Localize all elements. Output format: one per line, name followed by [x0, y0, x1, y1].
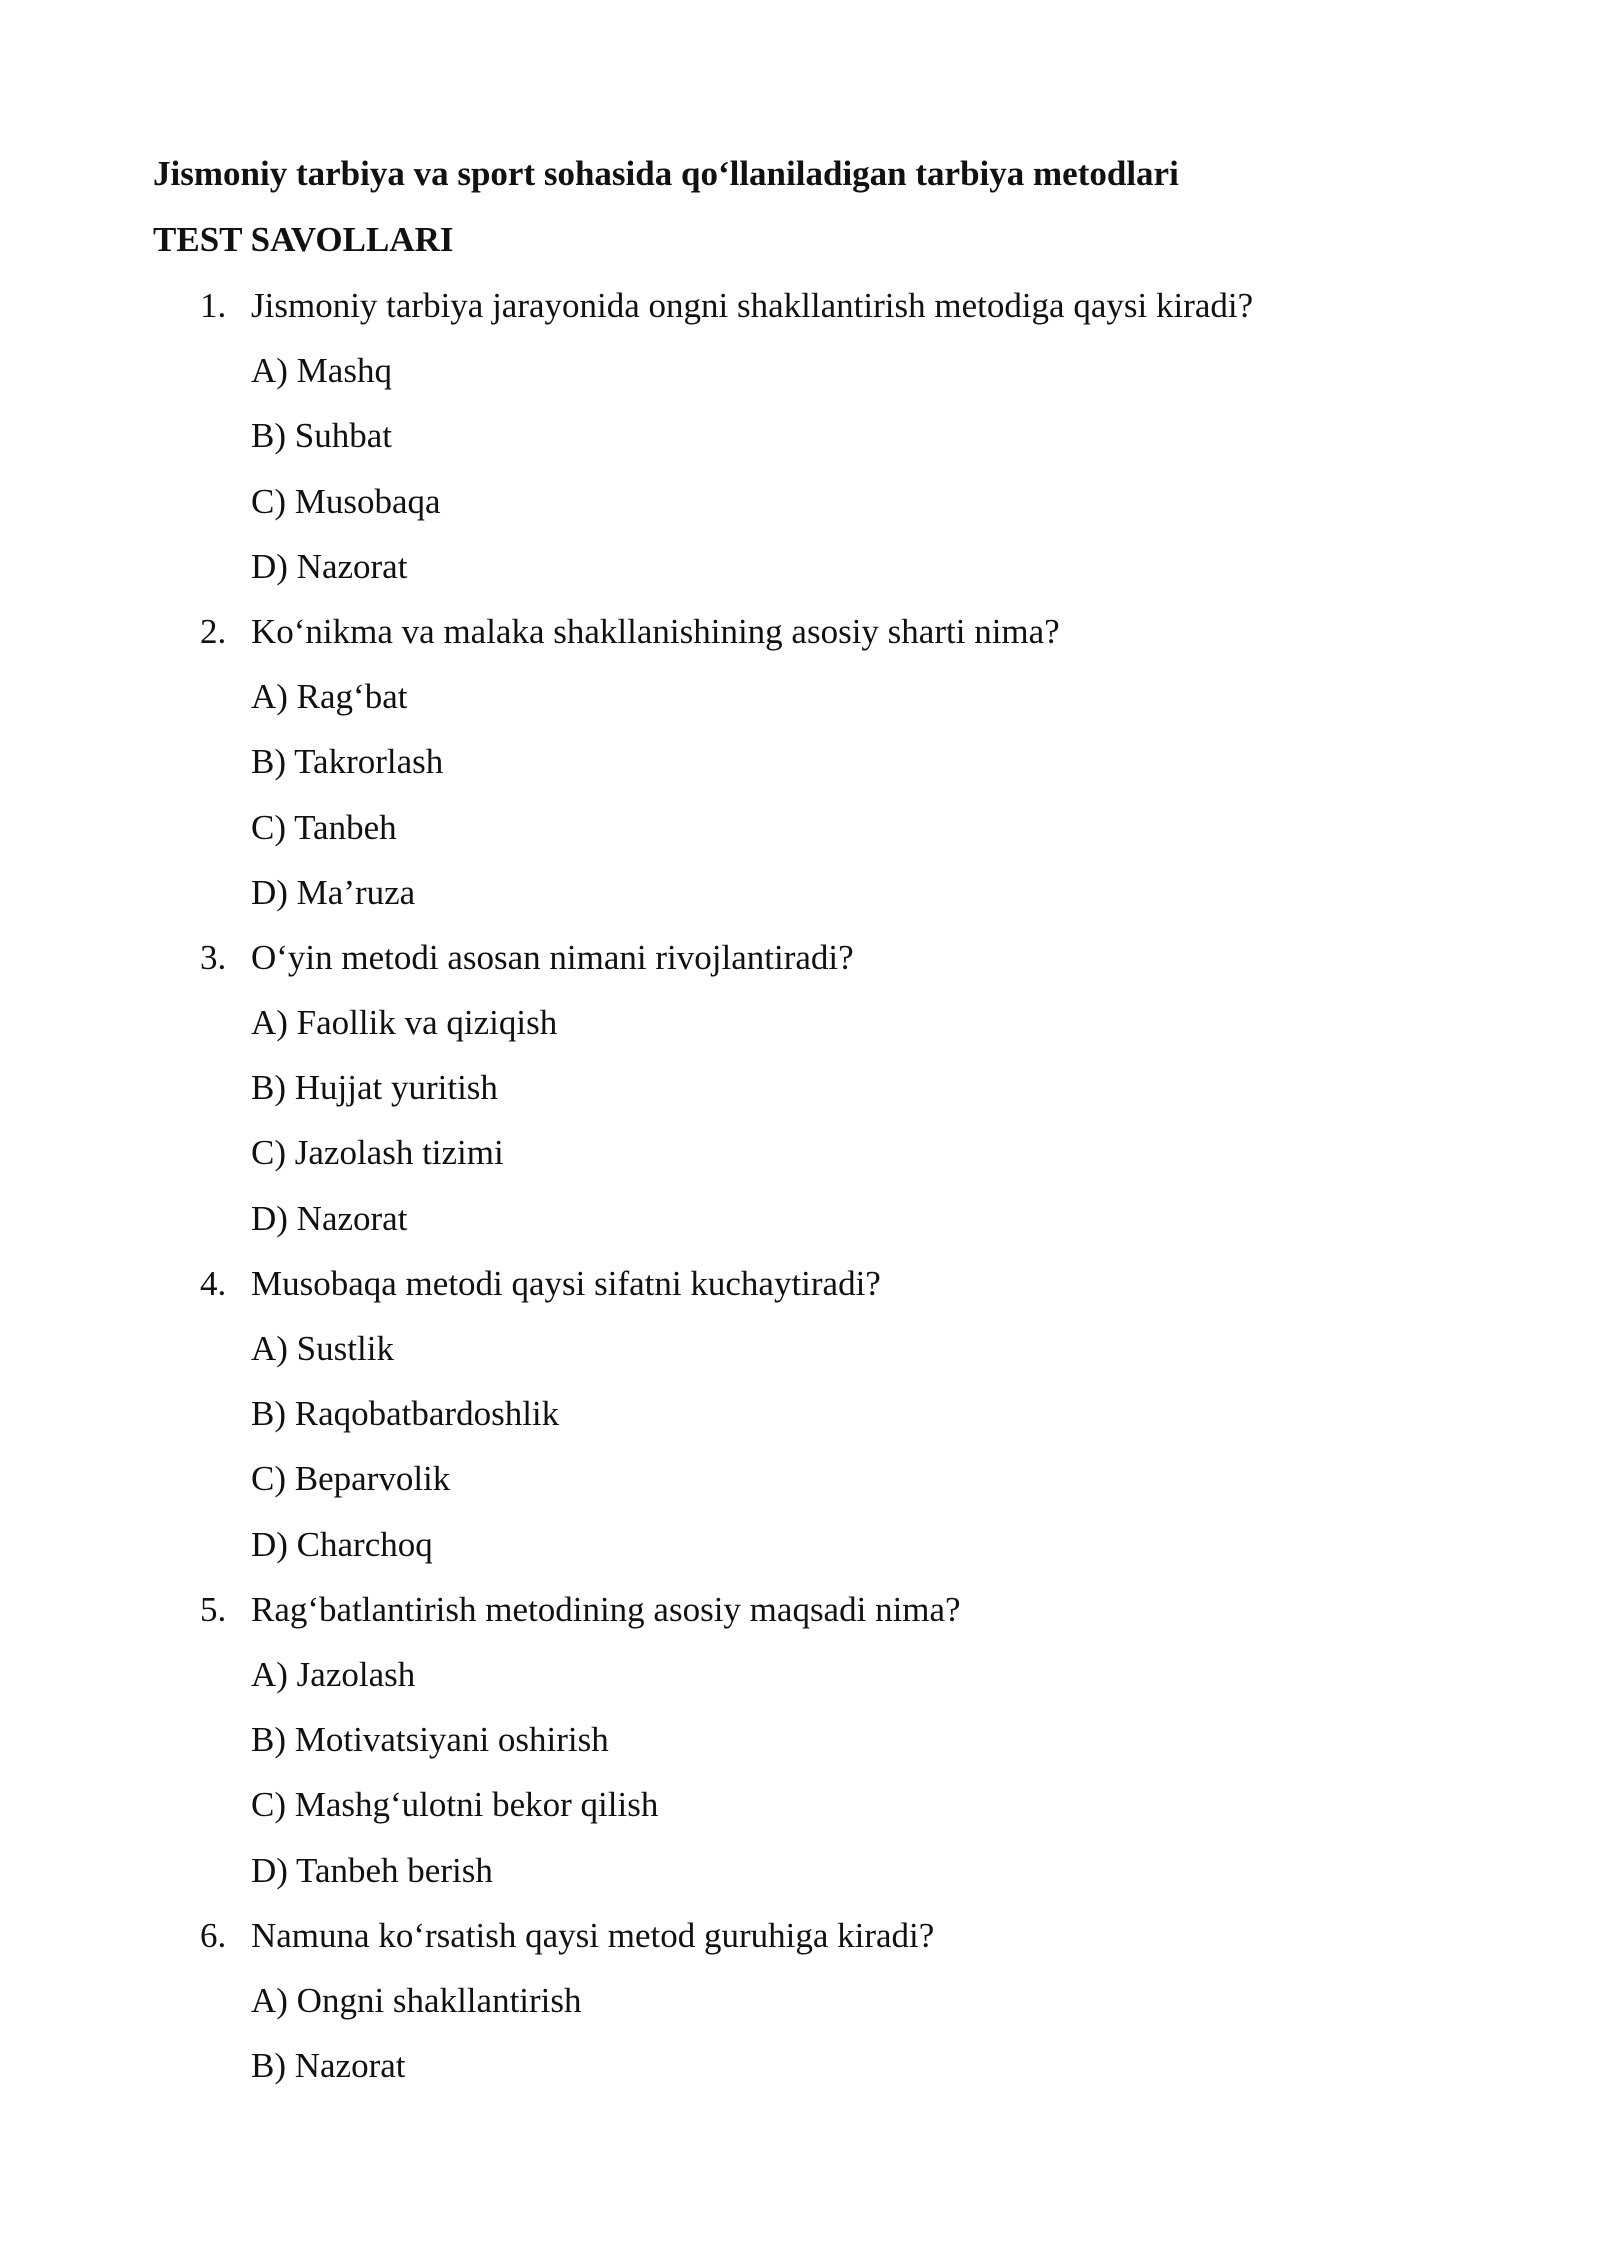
answer-option-a — [0, 1651, 1600, 1716]
answer-option-text: D) Nazorat — [251, 546, 408, 586]
question-line — [0, 608, 1600, 673]
answer-option-text: B) Suhbat — [251, 416, 392, 456]
question-4 — [0, 1260, 1600, 1586]
answer-option-d — [0, 543, 1600, 608]
answer-options — [0, 1977, 1600, 2107]
answer-option-a — [0, 673, 1600, 738]
question-number: 5. — [200, 1589, 227, 1629]
question-line — [0, 1586, 1600, 1651]
answer-option-text: C) Beparvolik — [251, 1459, 451, 1499]
question-number: 2. — [200, 611, 227, 651]
question-line — [0, 1912, 1600, 1977]
answer-options — [0, 673, 1600, 934]
answer-option-text: A) Jazolash — [251, 1654, 416, 1694]
answer-option-c — [0, 478, 1600, 543]
answer-option-b — [0, 2042, 1600, 2107]
question-1 — [0, 282, 1600, 608]
answer-options — [0, 1325, 1600, 1586]
answer-option-text: C) Tanbeh — [251, 807, 397, 847]
question-number: 4. — [200, 1263, 227, 1303]
answer-option-a — [0, 1977, 1600, 2042]
answer-option-text: D) Ma’ruza — [251, 872, 416, 912]
question-text: Musobaqa metodi qaysi sifatni kuchaytiradi? — [251, 1263, 881, 1303]
question-text: Namuna ko‘rsatish qaysi metod guruhiga kiradi? — [251, 1915, 935, 1955]
answer-option-text: C) Jazolash tizimi — [251, 1133, 504, 1173]
answer-option-text: D) Nazorat — [251, 1198, 408, 1238]
question-number: 1. — [200, 286, 227, 325]
answer-options — [0, 999, 1600, 1260]
answer-option-b — [0, 1064, 1600, 1129]
answer-option-b — [0, 1390, 1600, 1455]
answer-options — [0, 347, 1600, 608]
question-6 — [0, 1912, 1600, 2108]
answer-option-text: B) Nazorat — [251, 2046, 406, 2086]
answer-option-b — [0, 1716, 1600, 1781]
document-title: Jismoniy tarbiya va sport sohasida qo‘llaniladigan tarbiya metodlari — [153, 154, 1179, 193]
answer-option-text: B) Takrorlash — [251, 742, 444, 782]
answer-option-a — [0, 999, 1600, 1064]
answer-option-c — [0, 1781, 1600, 1846]
question-2 — [0, 608, 1600, 934]
answer-option-b — [0, 738, 1600, 803]
answer-option-text: D) Tanbeh berish — [251, 1850, 493, 1890]
answer-option-d — [0, 869, 1600, 934]
answer-option-text: A) Ongni shakllantirish — [251, 1980, 582, 2020]
question-text: Rag‘batlantirish metodining asosiy maqsadi nima? — [251, 1589, 961, 1629]
answer-option-d — [0, 1847, 1600, 1912]
answer-option-c — [0, 804, 1600, 869]
answer-option-c — [0, 1129, 1600, 1194]
question-line — [0, 1260, 1600, 1325]
answer-option-text: A) Faollik va qiziqish — [251, 1003, 558, 1043]
answer-option-b — [0, 412, 1600, 477]
answer-option-a — [0, 347, 1600, 412]
answer-option-text: B) Raqobatbardoshlik — [251, 1394, 560, 1434]
answer-option-text: B) Motivatsiyani oshirish — [251, 1720, 609, 1760]
question-number: 3. — [200, 937, 227, 977]
question-list — [0, 282, 1600, 2107]
answer-option-d — [0, 1195, 1600, 1260]
question-line — [0, 934, 1600, 999]
answer-option-text: D) Charchoq — [251, 1524, 433, 1564]
question-number: 6. — [200, 1915, 227, 1955]
question-text: Jismoniy tarbiya jarayonida ongni shakllantirish metodiga qaysi kiradi? — [251, 286, 1254, 325]
question-line — [0, 282, 1600, 347]
answer-option-text: A) Rag‘bat — [251, 677, 408, 717]
question-text: O‘yin metodi asosan nimani rivojlantiradi? — [251, 937, 854, 977]
answer-option-text: B) Hujjat yuritish — [251, 1068, 498, 1108]
answer-option-text: C) Mashg‘ulotni bekor qilish — [251, 1785, 659, 1825]
answer-options — [0, 1651, 1600, 1912]
answer-option-text: A) Mashq — [251, 351, 392, 391]
document-subtitle: TEST SAVOLLARI — [153, 220, 454, 259]
answer-option-c — [0, 1455, 1600, 1520]
question-3 — [0, 934, 1600, 1260]
answer-option-a — [0, 1325, 1600, 1390]
question-text: Ko‘nikma va malaka shakllanishining asosiy sharti nima? — [251, 611, 1060, 651]
answer-option-text: C) Musobaqa — [251, 481, 441, 521]
question-5 — [0, 1586, 1600, 1912]
answer-option-d — [0, 1521, 1600, 1586]
answer-option-text: A) Sustlik — [251, 1329, 394, 1368]
